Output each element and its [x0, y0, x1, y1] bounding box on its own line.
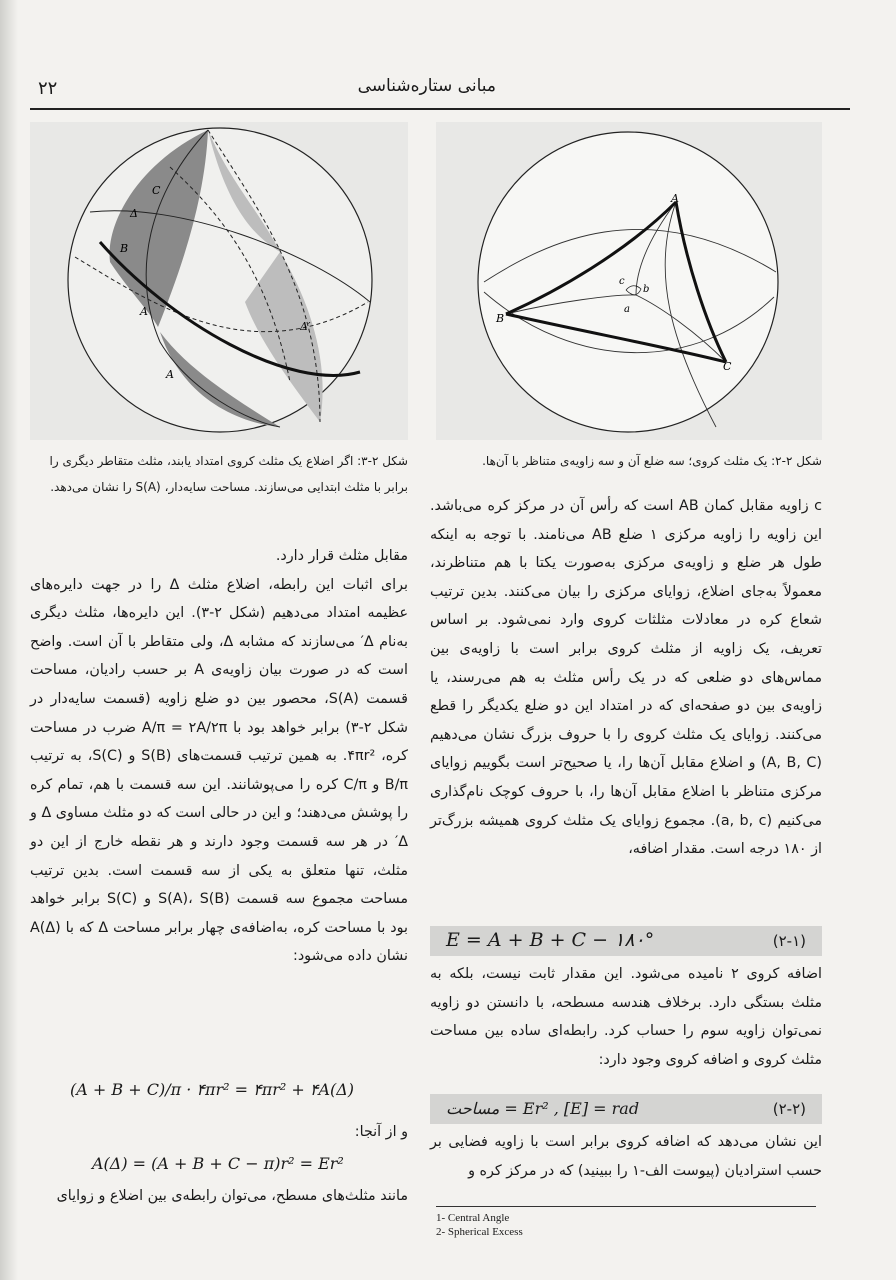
label-delta: Δ [130, 207, 138, 220]
label-A-lower: A [166, 368, 174, 381]
equation-2-1: E = A + B + C − ۱۸۰° [446, 929, 655, 951]
header-rule [30, 108, 850, 110]
label-A: A [671, 192, 679, 205]
label-c: c [619, 276, 625, 287]
equation-number-2-1: (۲-۱) [772, 932, 806, 950]
page-edge-shadow [0, 0, 18, 1280]
page-number: ۲۲ [38, 78, 58, 99]
spherical-triangle-diagram [436, 122, 822, 440]
label-b: b [643, 284, 650, 295]
figure-caption-2-3: شکل ۲-۳: اگر اضلاع یک مثلث کروی امتداد یابند، مثلث متقاطر دیگری را برابر با مثلث ابتدایی می‌سازند. مساحت سایه‌دار، S(A) را نشان می‌دهد. [49, 454, 408, 494]
paragraph-opposite: مقابل مثلث قرار دارد. [275, 548, 408, 564]
paragraph-plane-triangles: مانند مثلث‌های مسطح، می‌توان رابطه‌ی بین اضلاع و زوایای [56, 1188, 408, 1204]
figure-lunes [30, 122, 408, 440]
paragraph-spherical-excess: اضافه کروی ۲ نامیده می‌شود. این مقدار ثابت نیست، بلکه به مثلث بستگی دارد. برخلاف هندسه مسطحه، با دانستن دو زاویه نمی‌توان زاویه سوم را حساب کرد. رابطه‌ای ساده بین مساحت مثلث کروی و اضافه کروی وجود دارد: [430, 966, 822, 1068]
equation-area-sum: (A + B + C)/π · ۴πr² = ۴πr² + ۴A(Δ) [70, 1080, 355, 1099]
equation-2-2: مساحت = Er² , [E] = rad [446, 1099, 640, 1118]
lunes-diagram [30, 122, 408, 440]
paragraph-proof: برای اثبات این رابطه، اضلاع مثلث Δ را در جهت دایره‌های عظیمه امتداد می‌دهیم (شکل ۲-۳). این دایره‌ها، مثلث دیگری به‌نام Δ′ می‌سازند که مشابه Δ، ولی متقاطر با آن است. واضح است که در صورت بیان زاویه‌ی A بر حسب رادیان، مساحت قسمت S(A)، محصور بین دو ضلع زاویه (قسمت سایه‌دار در شکل ۲-۳) برابر خواهد بود با A/π = ۲A/۲π ضرب در مساحت کره، ۴πr². به همین ترتیب قسمت‌های S(B) و S(C)، به ترتیب B/π و C/π کره را می‌پوشانند. این سه قسمت با هم، تمام کره را پوشش می‌دهند؛ و این در حالی است که دو مثلث مساوی Δ و Δ′ در هر سه قسمت وجود دارند و هر نقطه خارج از این دو مثلث، تنها متعلق به یکی از سه قسمت است. بدین ترتیب مساحت مجموع سه قسمت S(A)، S(B) و S(C) برابر خواهد بود با مساحت کره، به‌اضافه‌ی چهار برابر مساحت Δ که با A(Δ) نشان داده می‌شود: [30, 576, 409, 965]
label-B: B [120, 242, 129, 255]
equation-area-result: A(Δ) = (A + B + C − π)r² = Er² [92, 1154, 344, 1173]
label-A-upper: A [140, 305, 148, 318]
footnote-2: 2- Spherical Excess [436, 1226, 523, 1238]
label-C: C [723, 360, 732, 373]
equation-box-2-1 [430, 926, 822, 956]
right-column-text-3 [430, 1128, 822, 1185]
footnote-1: 1- Central Angle [436, 1212, 510, 1224]
paragraph-central-angle: c زاویه مقابل کمان AB است که رأس آن در مرکز کره می‌باشد. این زاویه را زاویه مرکزی ۱ ضلع AB می‌نامند. با توجه به اینکه طول هر ضلع و زاویه‌ی مرکزی به‌صورت یکتا با هم متناظرند، معمولاً به‌جای اضلاع، زوایای مرکزی را بیان می‌کنند. بدین ترتیب شعاع کره در معادلات مثلثات کروی وارد نمی‌شود. بر اساس تعریف، یک زاویه از مثلث کروی برابر است با زاویه‌ی بین مماس‌های دو ضلعی که در یک رأس مثلث به هم می‌رسند، یا زاویه‌ی بین دو صفحه‌ای که در امتداد این دو ضلع یکدیگر را قطع می‌کنند. زوایای یک مثلث کروی را با حروف بزرگ نشان می‌دهیم (A, B, C) و اضلاع مقابل آن‌ها را، یا صحیح‌تر است بگوییم زوایای مرکزی متناظر با اضلاع مقابل آن‌ها را، با حروف کوچک نام‌گذاری می‌کنیم (a, b, c). مجموع زوایای یک مثلث کروی همیشه بزرگ‌تر از ۱۸۰ درجه است. مقدار اضافه، [430, 498, 823, 858]
left-column-text [30, 542, 408, 971]
equation-number-2-2: (۲-۲) [772, 1100, 806, 1118]
figure-caption-2-2: شکل ۲-۲: یک مثلث کروی؛ سه ضلع آن و سه زاویه‌ی متناظر با آن‌ها. [482, 454, 822, 468]
running-header-title: مبانی ستاره‌شناسی [357, 76, 496, 96]
label-B: B [496, 312, 505, 325]
label-a: a [624, 304, 630, 315]
left-column-text-2 [30, 1118, 408, 1147]
figure-spherical-triangle [436, 122, 822, 440]
paragraph-solid-angle: این نشان می‌دهد که اضافه کروی برابر است با زاویه فضایی بر حسب استرادیان (پیوست الف-۱ را ببینید) که در مرکز کره و [430, 1134, 822, 1179]
left-column-text-3 [30, 1182, 408, 1211]
right-column-text-2 [430, 960, 822, 1074]
label-C: C [152, 184, 161, 197]
label-delta-prime: Δ′ [300, 320, 311, 333]
paragraph-hence: و از آنجا: [354, 1124, 408, 1140]
right-column-text [430, 492, 822, 864]
footnote-rule [436, 1206, 816, 1207]
equation-box-2-2 [430, 1094, 822, 1124]
